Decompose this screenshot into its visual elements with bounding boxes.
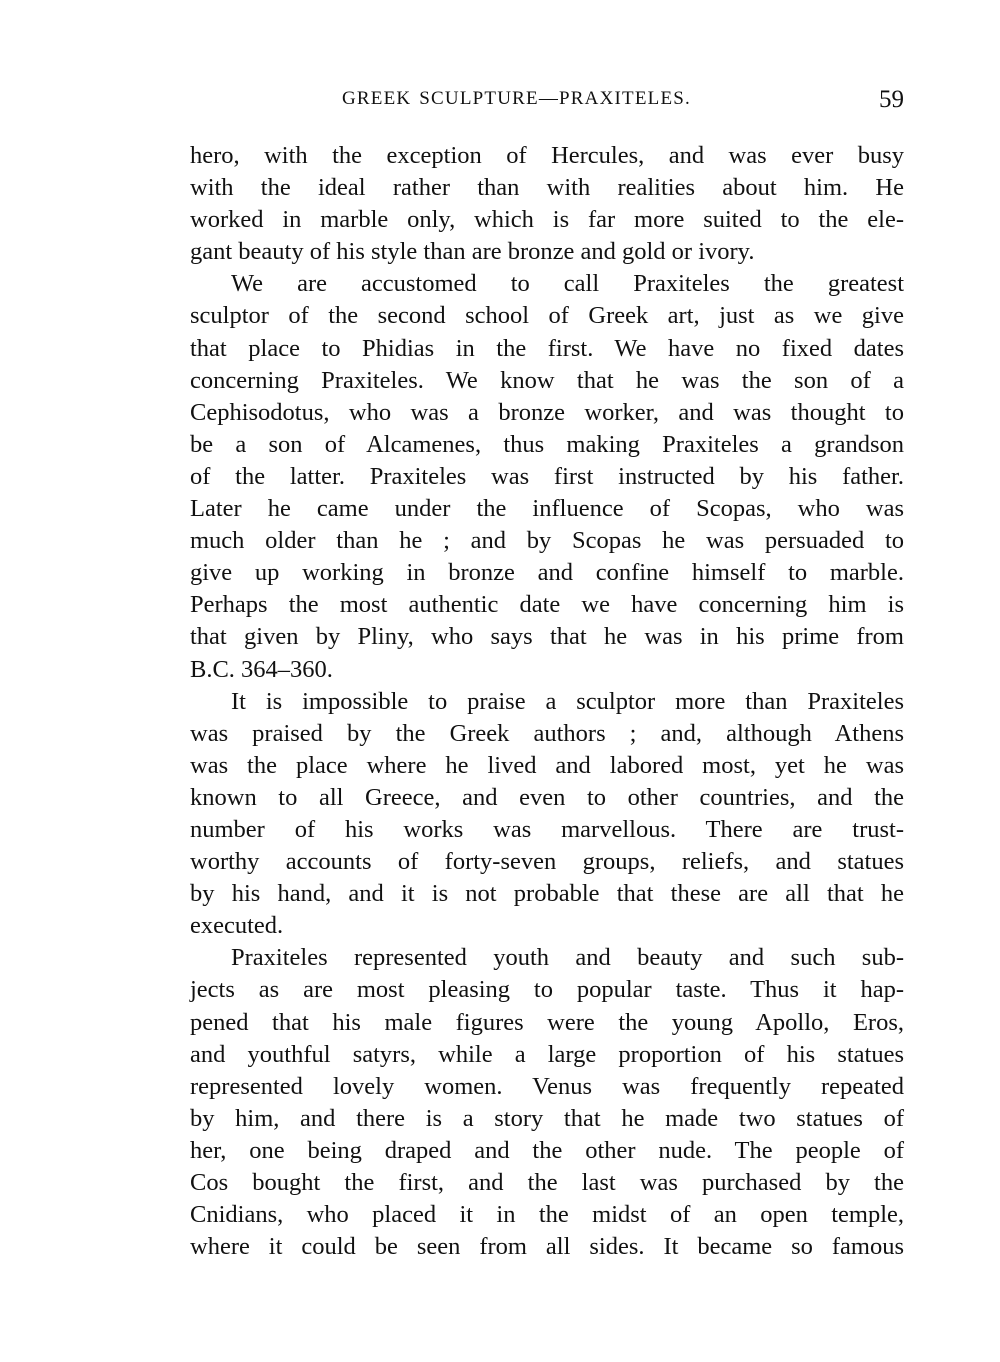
page-number: 59 bbox=[879, 86, 904, 113]
text-line: where it could be seen from all sides. It became so famous bbox=[190, 1233, 904, 1261]
running-title: GREEK SCULPTURE—PRAXITELES. bbox=[342, 88, 691, 109]
text-line: that place to Phidias in the first. We have no fixed dates bbox=[190, 334, 904, 362]
text-line: Cos bought the first, and the last was purchased by the bbox=[190, 1169, 904, 1196]
text-line: her, one being draped and the other nude. The people of bbox=[190, 1136, 904, 1164]
text-line: by his hand, and it is not probable that these are all that he bbox=[190, 880, 904, 908]
text-line: jects as are most pleasing to popular taste. Thus it hap- bbox=[190, 976, 904, 1004]
text-line: give up working in bronze and confine himself to marble. bbox=[190, 559, 904, 587]
text-line: We are accustomed to call Praxiteles the greatest bbox=[231, 270, 904, 298]
text-line: Later he came under the influence of Scopas, who was bbox=[190, 495, 904, 523]
text-line: was the place where he lived and labored most, yet he was bbox=[190, 751, 904, 779]
text-line: much older than he ; and by Scopas he was persuaded to bbox=[190, 527, 904, 555]
text-line: B.C. 364–360. bbox=[190, 655, 333, 683]
text-line: executed. bbox=[190, 912, 284, 940]
text-line: Perhaps the most authentic date we have concerning him is bbox=[190, 591, 904, 619]
text-line: worked in marble only, which is far more suited to the ele- bbox=[190, 206, 904, 234]
text-line: known to all Greece, and even to other countries, and the bbox=[190, 783, 904, 811]
body-text bbox=[190, 140, 904, 1263]
paragraph bbox=[190, 268, 904, 685]
text-line: worthy accounts of forty-seven groups, reliefs, and statues bbox=[190, 848, 904, 876]
paragraph bbox=[190, 942, 904, 1263]
paragraph bbox=[190, 686, 904, 943]
text-line: sculptor of the second school of Greek art, just as we give bbox=[190, 302, 904, 330]
text-line: Cephisodotus, who was a bronze worker, and was thought to bbox=[190, 398, 904, 426]
text-line: It is impossible to praise a sculptor more than Praxiteles bbox=[231, 687, 904, 715]
text-line: pened that his male figures were the young Apollo, Eros, bbox=[190, 1008, 904, 1036]
text-line: with the ideal rather than with realities about him. He bbox=[190, 174, 904, 202]
text-line: hero, with the exception of Hercules, and was ever busy bbox=[190, 142, 904, 169]
text-line: by him, and there is a story that he made two statues of bbox=[190, 1104, 904, 1132]
text-line: was praised by the Greek authors ; and, although Athens bbox=[190, 719, 904, 747]
text-line: of the latter. Praxiteles was first instructed by his father. bbox=[190, 462, 904, 490]
paragraph bbox=[190, 140, 904, 268]
text-line: Praxiteles represented youth and beauty and such sub- bbox=[231, 944, 904, 972]
text-line: number of his works was marvellous. There are trust- bbox=[190, 815, 904, 843]
text-line: be a son of Alcamenes, thus making Praxiteles a grandson bbox=[190, 430, 904, 458]
running-header bbox=[190, 86, 906, 116]
text-line: that given by Pliny, who says that he was in his prime from bbox=[190, 623, 904, 651]
text-line: and youthful satyrs, while a large proportion of his statues bbox=[190, 1040, 904, 1068]
text-line: represented lovely women. Venus was frequently repeated bbox=[190, 1072, 904, 1100]
text-line: Cnidians, who placed it in the midst of an open temple, bbox=[190, 1201, 904, 1229]
text-line: gant beauty of his style than are bronze and gold or ivory. bbox=[190, 238, 755, 266]
text-line: concerning Praxiteles. We know that he was the son of a bbox=[190, 366, 904, 394]
